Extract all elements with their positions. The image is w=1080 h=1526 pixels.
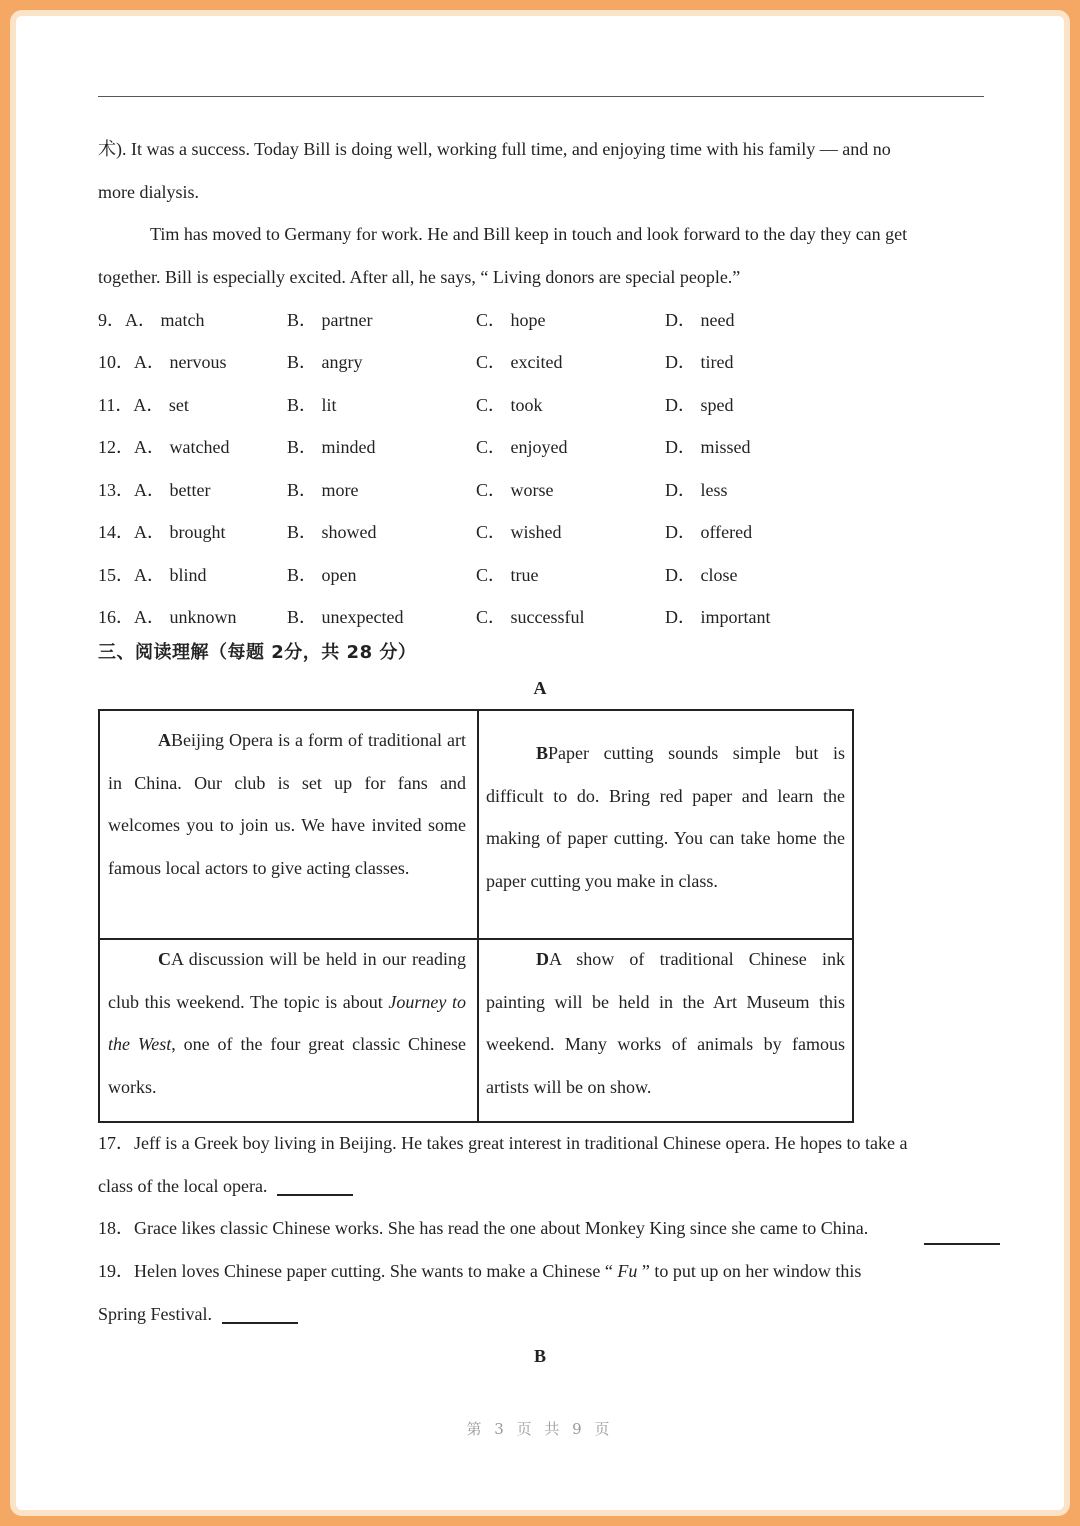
question-text: 18．Grace likes classic Chinese works. She has read the one about Monkey King since she came to China. [98, 1218, 869, 1238]
ad-letter: A [158, 730, 171, 750]
option-d: D． missed [665, 437, 751, 457]
option-d: D． tired [665, 352, 734, 372]
ad-letter: C [158, 949, 171, 969]
option-row [98, 347, 984, 377]
header-rule [98, 96, 984, 97]
part-b-label: B [533, 1346, 546, 1366]
option-b: B． unexpected [287, 607, 404, 627]
option-row [98, 475, 984, 505]
ad-text: A discussion will be held in our reading club this weekend. The topic is about [108, 949, 466, 1012]
option-a: 12．A． watched [98, 437, 230, 457]
option-a: 14．A． brought [98, 522, 226, 542]
option-a: 15．A． blind [98, 565, 207, 585]
option-d: D． offered [665, 522, 753, 542]
section-heading: 三、阅读理解（每题 2分，共 28 分） [98, 642, 417, 663]
part-a-label: A [533, 678, 547, 698]
option-row [98, 602, 984, 632]
option-a: 11．A． set [98, 395, 189, 415]
ad-text: Paper cutting sounds simple but is difficult to do. Bring red paper and learn the making of paper cutting. You can take home the paper cutting you make in class. [486, 743, 845, 891]
question-text: 19．Helen loves Chinese paper cutting. She wants to make a Chinese “ [98, 1261, 618, 1281]
option-c: C． successful [476, 607, 585, 627]
answer-blank[interactable] [924, 1243, 1000, 1245]
option-b: B． lit [287, 395, 337, 415]
question-text: Spring Festival. [98, 1303, 213, 1324]
passage-line: more dialysis. [98, 181, 199, 202]
question-text: ” to put up on her window this [637, 1261, 862, 1281]
option-b: B． angry [287, 352, 363, 372]
option-row [98, 432, 984, 462]
option-d: D． need [665, 310, 735, 330]
option-c: C． wished [476, 522, 562, 542]
ad-d [486, 938, 845, 1108]
option-row [98, 560, 984, 590]
question-text: class of the local opera. [98, 1175, 268, 1196]
option-d: D． close [665, 565, 738, 585]
option-c: C． hope [476, 310, 546, 330]
option-b: B． more [287, 480, 359, 500]
option-a: 9．A． match [98, 310, 205, 330]
book-title: Journey to the West [108, 991, 466, 1054]
table-divider-vertical [477, 711, 479, 1121]
passage-line: together. Bill is especially excited. After all, he says, “ Living donors are special people.” [98, 266, 741, 287]
option-b: B． partner [287, 310, 373, 330]
option-c: C． excited [476, 352, 563, 372]
ads-table [98, 709, 854, 1123]
passage-paragraph-2 [98, 213, 984, 298]
ad-text: Beijing Opera is a form of traditional art in China. Our club is set up for fans and welcomes you to join us. We have invited some famous local actors to give acting classes. [108, 730, 466, 878]
option-d: D． important [665, 607, 771, 627]
option-c: C． worse [476, 480, 554, 500]
option-d: D． sped [665, 395, 734, 415]
fu-word: Fu [617, 1261, 638, 1281]
answer-blank[interactable] [222, 1304, 298, 1324]
option-row [98, 390, 984, 420]
ad-letter: B [536, 743, 549, 763]
question-19 [98, 1250, 998, 1335]
option-b: B． open [287, 565, 357, 585]
page-number: 第 3 页 共 9 页 [466, 1420, 614, 1438]
question-18 [98, 1207, 998, 1250]
passage-line: Tim has moved to Germany for work. He and Bill keep in touch and look forward to the day they can get [150, 224, 908, 244]
option-b: B． minded [287, 437, 376, 457]
option-c: C． took [476, 395, 543, 415]
ad-letter: D [536, 949, 549, 969]
ad-text: , one of the four great classic Chinese works. [108, 1034, 467, 1097]
passage-line: 术). It was a success. Today Bill is doing well, working full time, and enjoying time with his family — and no [98, 139, 891, 159]
option-c: C． true [476, 565, 539, 585]
option-d: D． less [665, 480, 728, 500]
ad-b [486, 732, 845, 902]
option-c: C． enjoyed [476, 437, 568, 457]
answer-blank[interactable] [277, 1176, 353, 1196]
option-row [98, 305, 984, 335]
ad-text: A show of traditional Chinese ink painting will be held in the Art Museum this weekend. Many works of animals by famous artists will be on show. [486, 949, 845, 1097]
passage-paragraph-1 [98, 128, 984, 213]
option-row [98, 517, 984, 547]
question-17 [98, 1122, 998, 1207]
ad-c [108, 938, 466, 1108]
question-text: 17．Jeff is a Greek boy living in Beijing. He takes great interest in traditional Chinese opera. He hopes to take a [98, 1133, 908, 1153]
option-a: 16．A． unknown [98, 607, 237, 627]
option-b: B． showed [287, 522, 377, 542]
option-a: 10．A． nervous [98, 352, 227, 372]
ad-a [108, 719, 466, 889]
option-a: 13．A． better [98, 480, 211, 500]
